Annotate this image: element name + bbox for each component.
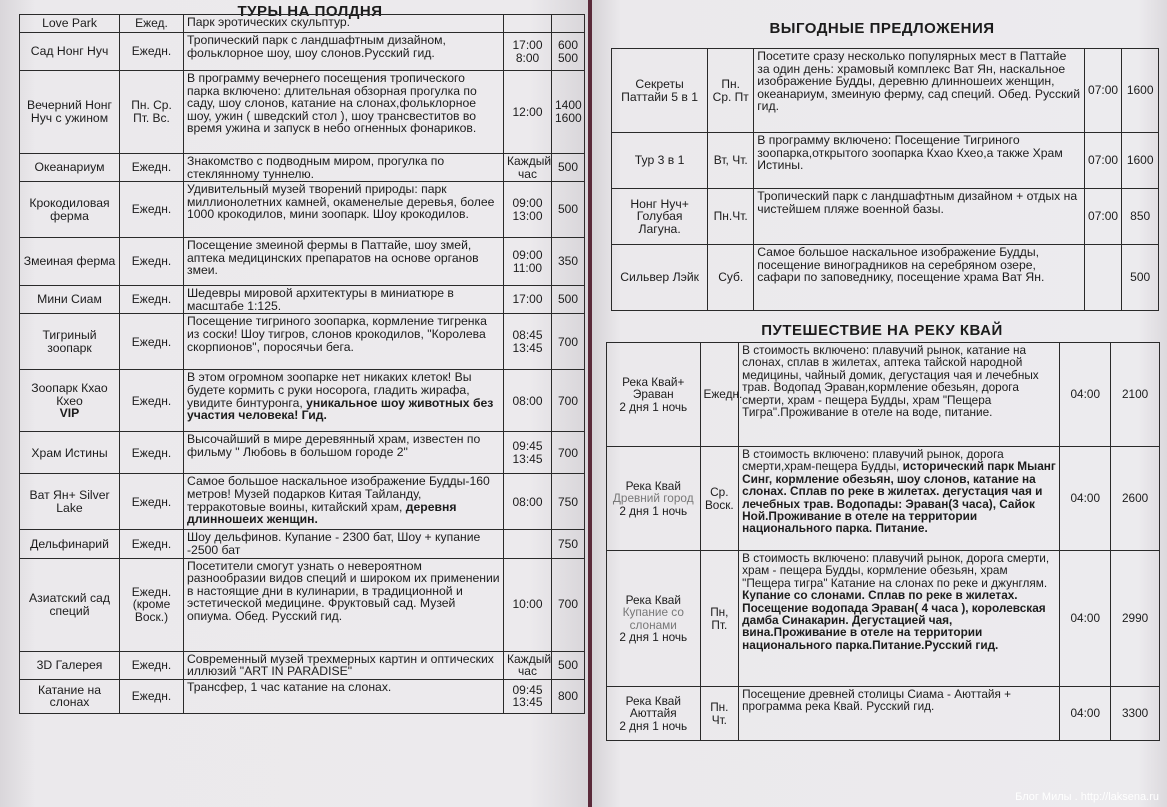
description-text: В стоимость включено: плавучий рынок, дорога смерти, храм - пещера Будды, кормление обезьян, храм "Пещера тигра" Катание на слонах по реке и джунглям. (742, 551, 1050, 590)
kwai-tour-title: Река Квай Аюттайя (625, 693, 681, 721)
tour-days: Ежедн. (120, 530, 184, 558)
kwai-tour-subtitle: Купание со слонами (622, 605, 684, 632)
tour-days: Пн. Ср. Пт. Вс. (120, 71, 184, 154)
tour-time: 17:00 (504, 286, 552, 314)
tour-name: Сад Нонг Нуч (20, 33, 120, 71)
kwai-tour-duration: 2 дня 1 ночь (619, 503, 688, 518)
offer-price: 1600 (1122, 49, 1159, 133)
tour-row (20, 286, 585, 314)
description-bold: Купание со слонами. Сплав по реке в жилетах. Посещение водопада Эраван( 4 часа ), королевская дамба Синакарин. Дегустацией чая, вина.Проживание в отеле на территории национального парка.Питание.Русский гид. (742, 588, 1046, 652)
tour-time: Каждый час (504, 651, 552, 679)
tour-row (20, 182, 585, 238)
description-bold: деревня длинношеих женщин. (187, 499, 457, 527)
tour-name-text: Зоопарк Кхао Кхео (31, 380, 108, 408)
offer-row (612, 189, 1159, 245)
tour-days: Ежедн. (120, 33, 184, 71)
offer-time: 07:00 (1084, 49, 1122, 133)
right-title-offers: ВЫГОДНЫЕ ПРЕДЛОЖЕНИЯ (769, 20, 995, 37)
offers-table (611, 48, 1159, 311)
kwai-tour-duration: 2 дня 1 ночь (619, 718, 688, 733)
half-day-tours-table (19, 14, 585, 714)
tour-price: 500 (552, 651, 585, 679)
tour-days: Ежедн. (120, 238, 184, 286)
tour-row (20, 558, 585, 651)
tour-name: Храм Истины (20, 432, 120, 474)
offer-price: 850 (1122, 189, 1159, 245)
kwai-tour-description (739, 447, 1060, 551)
tour-time: 12:00 (504, 71, 552, 154)
kwai-tour-row (607, 551, 1160, 687)
tour-name: Тигриный зоопарк (20, 314, 120, 370)
tour-description: Современный музей трехмерных картин и оптических иллюзий "ART IN PARADISE" (184, 651, 504, 679)
tour-description (184, 370, 504, 432)
tour-days: Ежедн. (120, 474, 184, 530)
tour-row (20, 679, 585, 713)
tour-description: В программу вечернего посещения тропического парка включено: длительная обзорная прогулка по саду, шоу слонов, катание на слонах,фольклорное шоу, ужин ( шведский стол ), шоу трансвеститов во время ужина и запуск в небо огненных фонариков. (184, 71, 504, 154)
right-title-kwai: ПУТЕШЕСТВИЕ НА РЕКУ КВАЙ (761, 322, 1003, 339)
description-bold: уникальное шоу животных без участия человека! Гид. (187, 395, 494, 423)
kwai-tour-days: Пн, Пт. (700, 551, 739, 687)
tour-description: Парк эротических скульптур. (184, 15, 504, 33)
kwai-tour-duration: 2 дня 1 ночь (619, 399, 688, 414)
description-bold: исторический парк Мыанг Синг, кормление обезьян, шоу слонов, катание на слонах. Сплав по реке в жилетах. дегустация чая и лечебных трав. Водопады: Эраван(3 часа), Сайок Ной.Проживание в отеле на территории национального парка. Питание. (742, 459, 1056, 536)
tour-row (20, 370, 585, 432)
offer-name: Сильвер Лэйк (612, 245, 708, 311)
description-text: В стоимость включено: плавучий рынок, дорога смерти,храм-пещера Будды, (742, 447, 1004, 474)
tour-row (20, 530, 585, 558)
kwai-tour-description: В стоимость включено: плавучий рынок, катание на слонах, сплав в жилетах, аптека тайской народной медицины, чайный домик, дегустация чая и лечебных трав. Водопад Эраван,кормление обезьян, дорога смерти, храм - пещера Будды, храм "Пещера Тигра".Проживание в отеле на воде, питание. (739, 343, 1060, 447)
tour-row (20, 71, 585, 154)
description-text: В этом огромном зоопарке нет никаких клеток! Вы будете кормить с руки носорога, гладить жирафа, увидите бинтуронга, (187, 370, 472, 410)
tour-row (20, 33, 585, 71)
kwai-tour-duration: 2 дня 1 ночь (619, 629, 688, 644)
offer-days: Вт, Чт. (708, 133, 754, 189)
offer-description: Посетите сразу несколько популярных мест в Паттайе за один день: храмовый комплекс Ват Ян, наскальное изображение Будды, деревню длинношеих женщин, океанариум, змеиную ферму, сад специй. Обед. Русский гид. (754, 49, 1085, 133)
tour-price: 800 (552, 679, 585, 713)
kwai-tour-name (607, 447, 701, 551)
kwai-tour-days: Пн. Чт. (700, 687, 739, 741)
tour-description: Тропический парк с ландшафтным дизайном, фольклорное шоу, шоу слонов.Русский гид. (184, 33, 504, 71)
description-text: Самое большое наскальное изображение Будды-160 метров! Музей подарков Китая Тайланду, терракотовые воины, китайский храм, (187, 474, 490, 514)
tour-price: 500 (552, 182, 585, 238)
kwai-tour-days: Ежедн. (700, 343, 739, 447)
offer-name: Нонг Нуч+ Голубая Лагуна. (612, 189, 708, 245)
tour-name: Мини Сиам (20, 286, 120, 314)
tour-days: Ежедн. (120, 182, 184, 238)
tour-description: Посетители смогут узнать о невероятном разнообразии видов специй и широком их применении в настоящие дни в кулинарии, в традиционной и эстетической медицине. Фруктовый сад. Музей опиума. Обед. Русский гид. (184, 558, 504, 651)
offer-price: 500 (1122, 245, 1159, 311)
tour-description: Шедевры мировой архитектуры в миниатюре в масштабе 1:125. (184, 286, 504, 314)
kwai-tour-price: 2100 (1111, 343, 1160, 447)
tour-name: Ват Ян+ Silver Lake (20, 474, 120, 530)
kwai-tour-time: 04:00 (1060, 687, 1111, 741)
tour-time: 09:00 11:00 (504, 238, 552, 286)
tour-row (20, 15, 585, 33)
tour-name (20, 370, 120, 432)
kwai-tour-name (607, 343, 701, 447)
kwai-tour-row (607, 447, 1160, 551)
kwai-river-table (606, 342, 1160, 741)
kwai-tour-description: Посещение древней столицы Сиама - Аюттайя + программа река Квай. Русский гид. (739, 687, 1060, 741)
tour-time: 10:00 (504, 558, 552, 651)
tour-price: 500 (552, 154, 585, 182)
tour-name: Змеиная ферма (20, 238, 120, 286)
kwai-tour-row (607, 343, 1160, 447)
kwai-tour-title: Река Квай+ Эраван (622, 374, 685, 402)
tour-price: 350 (552, 238, 585, 286)
tour-days: Ежед. (120, 15, 184, 33)
tour-price: 700 (552, 370, 585, 432)
tour-days: Ежедн. (120, 651, 184, 679)
tour-time: 09:45 13:45 (504, 679, 552, 713)
tour-description: Шоу дельфинов. Купание - 2300 бат, Шоу + купание -2500 бат (184, 530, 504, 558)
offer-time (1084, 245, 1122, 311)
tour-name: Азиатский сад специй (20, 558, 120, 651)
kwai-tour-subtitle: Древний город (612, 491, 694, 506)
tour-days: Ежедн. (120, 314, 184, 370)
tour-row (20, 651, 585, 679)
tour-price: 750 (552, 530, 585, 558)
tour-description: Посещение тигриного зоопарка, кормление тигренка из соски! Шоу тигров, слонов крокодилов, "Королева скорпионов", поросячьи бега. (184, 314, 504, 370)
offer-row (612, 245, 1159, 311)
offer-description: Тропический парк с ландшафтным дизайном + отдых на чистейшем пляже военной базы. (754, 189, 1085, 245)
tour-price (552, 15, 585, 33)
tour-name: Океанариум (20, 154, 120, 182)
offer-days: Пн. Ср. Пт (708, 49, 754, 133)
tour-name: Крокодиловая ферма (20, 182, 120, 238)
tour-time (504, 530, 552, 558)
tour-days: Ежедн. (120, 370, 184, 432)
tour-name: Катание на слонах (20, 679, 120, 713)
tour-description: Посещение змеиной фермы в Паттайе, шоу змей, аптека медицинских препаратов на основе органов змеи. (184, 238, 504, 286)
kwai-tour-price: 2990 (1111, 551, 1160, 687)
vip-label: VIP (59, 406, 80, 421)
tour-row (20, 238, 585, 286)
offer-days: Суб. (708, 245, 754, 311)
offer-days: Пн.Чт. (708, 189, 754, 245)
tour-name: 3D Галерея (20, 651, 120, 679)
tour-row (20, 432, 585, 474)
tour-price: 700 (552, 432, 585, 474)
kwai-tour-title: Река Квай (625, 592, 681, 607)
tour-description: Высочайший в мире деревянный храм, известен по фильму " Любовь в большом городе 2" (184, 432, 504, 474)
kwai-tour-description (739, 551, 1060, 687)
offer-time: 07:00 (1084, 133, 1122, 189)
offer-description: Самое большое наскальное изображение Будды, посещение виноградников на серебряном озере, сафари по заповеднику, посещение храма Ват Ян. (754, 245, 1085, 311)
tour-days: Ежедн. (кроме Воск.) (120, 558, 184, 651)
kwai-tour-time: 04:00 (1060, 447, 1111, 551)
kwai-tour-price: 2600 (1111, 447, 1160, 551)
tour-price: 600 500 (552, 33, 585, 71)
tour-time: 08:45 13:45 (504, 314, 552, 370)
tour-days: Ежедн. (120, 432, 184, 474)
kwai-tour-row (607, 687, 1160, 741)
tour-price: 1400 1600 (552, 71, 585, 154)
tour-time: 08:00 (504, 474, 552, 530)
tour-time: 08:00 (504, 370, 552, 432)
tour-price: 500 (552, 286, 585, 314)
tour-description: Знакомство с подводным миром, прогулка по стеклянному туннелю. (184, 154, 504, 182)
kwai-tour-name (607, 551, 701, 687)
tour-row (20, 154, 585, 182)
offer-price: 1600 (1122, 133, 1159, 189)
offer-description: В программу включено: Посещение Тигриного зоопарка,открытого зоопарка Кхао Кхео,а также Храм Истины. (754, 133, 1085, 189)
tour-days: Ежедн. (120, 286, 184, 314)
tour-time: 09:00 13:00 (504, 182, 552, 238)
tour-price: 750 (552, 474, 585, 530)
blog-footer: Блог Милы . http://laksena.ru (1015, 791, 1159, 803)
offer-time: 07:00 (1084, 189, 1122, 245)
tour-time: 09:45 13:45 (504, 432, 552, 474)
tour-days: Ежедн. (120, 679, 184, 713)
offer-name: Тур 3 в 1 (612, 133, 708, 189)
kwai-tour-time: 04:00 (1060, 343, 1111, 447)
kwai-tour-title: Река Квай (625, 478, 681, 493)
kwai-tour-price: 3300 (1111, 687, 1160, 741)
tour-name: Love Park (20, 15, 120, 33)
kwai-tour-days: Ср. Воск. (700, 447, 739, 551)
tour-description: Трансфер, 1 час катание на слонах. (184, 679, 504, 713)
tour-price: 700 (552, 314, 585, 370)
tour-time: 17:00 8:00 (504, 33, 552, 71)
right-page (592, 0, 1167, 807)
offer-row (612, 133, 1159, 189)
tour-time: Каждый час (504, 154, 552, 182)
tour-name: Вечерний Нонг Нуч с ужином (20, 71, 120, 154)
offer-row (612, 49, 1159, 133)
tour-row (20, 314, 585, 370)
tour-row (20, 474, 585, 530)
tour-name: Дельфинарий (20, 530, 120, 558)
tour-description (184, 474, 504, 530)
tour-description: Удивительный музей творений природы: парк миллионолетних камней, окаменелые деревья, более 1000 крокодилов, мини зоопарк. Шоу крокодилов. (184, 182, 504, 238)
kwai-tour-time: 04:00 (1060, 551, 1111, 687)
kwai-tour-name (607, 687, 701, 741)
offer-name: Секреты Паттайи 5 в 1 (612, 49, 708, 133)
tour-days: Ежедн. (120, 154, 184, 182)
tour-price: 700 (552, 558, 585, 651)
tour-time (504, 15, 552, 33)
left-title: ТУРЫ НА ПОЛДНЯ (237, 3, 383, 20)
